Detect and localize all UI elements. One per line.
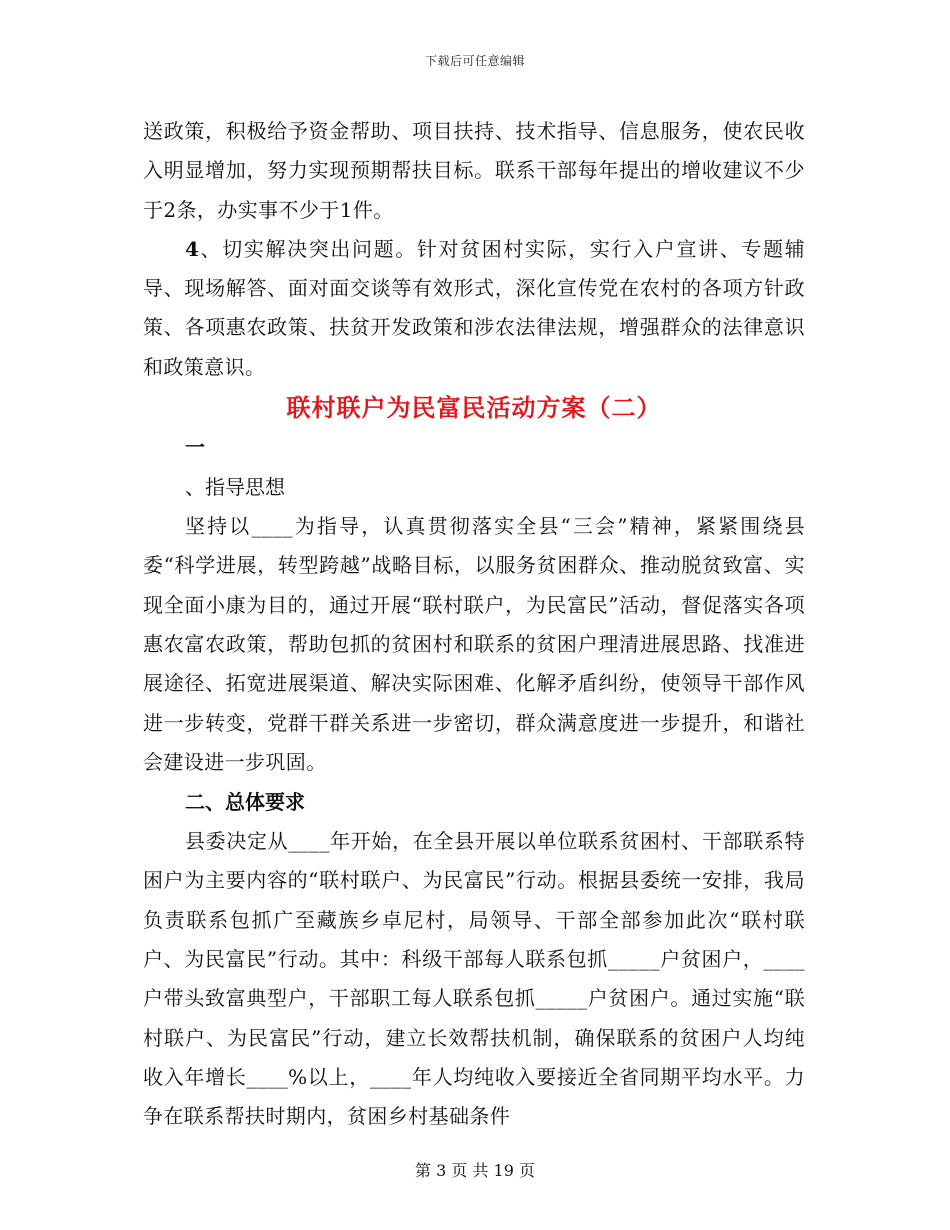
item-text: 、切实解决突出问题。针对贫困村实际，实行入户宣讲、专题辅导、现场解答、面对面交谈等有效形式，深化宣传党在农村的各项方针政策、各项惠农政策、扶贫开发政策和涉农法律法规，增强群众的法律意识和政策意识。 xyxy=(143,236,805,379)
section-1-number: 一 xyxy=(185,435,205,460)
paragraph-item-4 xyxy=(143,230,805,387)
page-footer: 第 3 页 共 19 页 xyxy=(415,1161,535,1180)
item-number: 4 xyxy=(185,236,200,261)
section-1-label: 、指导思想 xyxy=(185,475,285,500)
section-1-body: 坚持以____为指导，认真贯彻落实全县“三会”精神，紧紧围绕县委“科学进展，转型跨越”战略目标，以服务贫困群众、推动脱贫致富、实现全面小康为目的，通过开展“联村联户，为民富民”活动，督促落实各项惠农富农政策，帮助包抓的贫困村和联系的贫困户理清进展思路、找准进展途径、拓宽进展渠道、解决实际困难、化解矛盾纠纷，使领导干部作风进一步转变，党群干群关系进一步密切，群众满意度进一步提升，和谐社会建设进一步巩固。 xyxy=(143,514,805,774)
document-title: 联村联户为民富民活动方案（二） xyxy=(286,393,662,423)
page-header: 下载后可任意编辑 xyxy=(424,54,525,68)
section-2-body: 县委决定从____年开始，在全县开展以单位联系贫困村、干部联系特困户为主要内容的“联村联户、为民富民”行动。根据县委统一安排，我局负责联系包抓广至藏族乡卓尼村，局领导、干部全部参加此次“联村联户、为民富民”行动。其中：科级干部每人联系包抓_____户贫困户，____户带头致富典型户，干部职工每人联系包抓_____户贫困户。通过实施“联村联户、为民富民”行动，建立长效帮扶机制，确保联系的贫困户人均纯收入年增长____%以上，____年人均纯收入要接近全省同期平均水平。力争在联系帮扶时期内，贫困乡村基础条件 xyxy=(143,829,805,1129)
document-body xyxy=(143,112,805,1137)
section-2-heading: 二、总体要求 xyxy=(185,790,305,815)
paragraph-continued: 送政策，积极给予资金帮助、项目扶持、技术指导、信息服务，使农民收入明显增加，努力实现预期帮扶目标。联系干部每年提出的增收建议不少于2条，办实事不少于1件。 xyxy=(143,119,805,222)
